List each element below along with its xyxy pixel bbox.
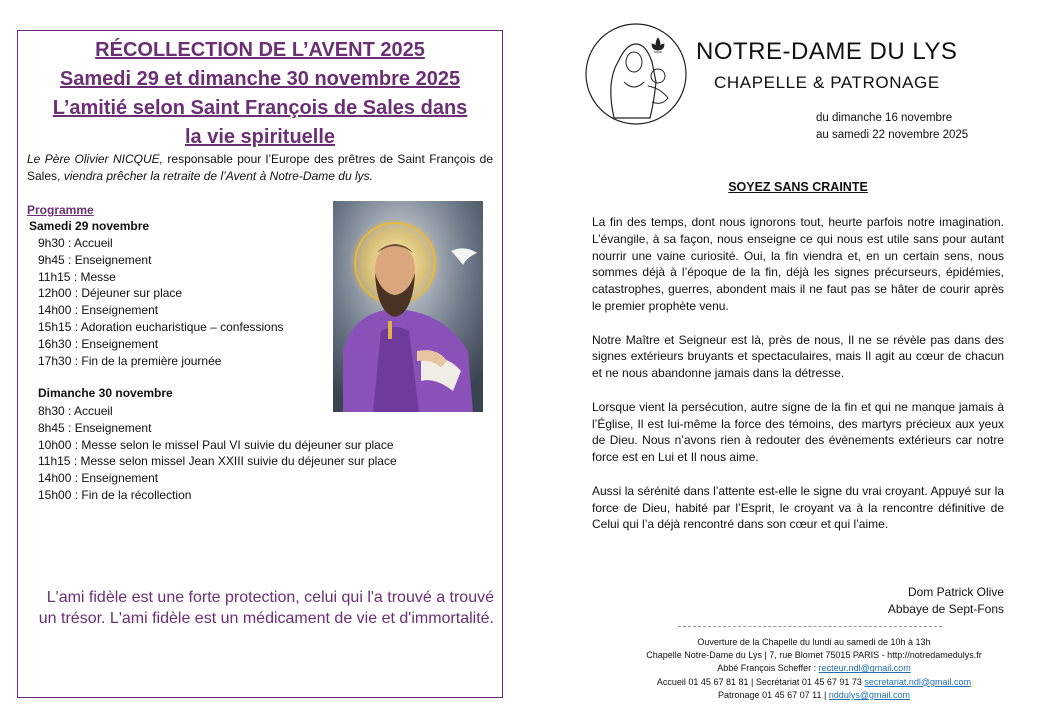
schedule-item: 16h30 : Enseignement (38, 336, 159, 351)
abbe-label: Abbé François Scheffer : (717, 663, 819, 674)
sermon-paragraph: Notre Maître et Seigneur est là, près de nous, Il ne se révèle pas dans des signes extérieurs bruyants et spectaculaires, mais Il agit au cœur de chacun et ne nous abandonne jamais dans la détresse. (592, 332, 1004, 381)
schedule-item: 17h30 : Fin de la première journée (38, 353, 222, 368)
opening-hours: Ouverture de la Chapelle du lundi au samedi de 10h à 13h (697, 637, 931, 647)
date-start: du dimanche 16 novembre (816, 112, 953, 124)
schedule-item: 14h00 : Enseignement (38, 303, 159, 318)
programme-heading: Programme (27, 203, 94, 217)
day1-schedule (38, 235, 284, 369)
schedule-item: 15h15 : Adoration eucharistique – confessions (38, 319, 284, 334)
preacher-name: Le Père Olivier NICQUE, (27, 152, 163, 166)
signature (792, 584, 1004, 618)
abbe-email-link[interactable]: recteur.ndl@gmail.com (818, 663, 911, 674)
schedule-item: 9h45 : Enseignement (38, 252, 152, 267)
accueil-contact (590, 676, 1038, 689)
schedule-item: 12h00 : Déjeuner sur place (38, 286, 183, 301)
retreat-theme-line1: L’amitié selon Saint François de Sales dans (52, 97, 468, 119)
sermon-title: SOYEZ SANS CRAINTE (728, 180, 868, 194)
accueil-label: Accueil 01 45 67 81 81 | Secrétariat 01 45 67 91 73 (656, 676, 865, 687)
retreat-panel (17, 30, 503, 698)
secretariat-email-link[interactable]: secretariat.ndl@gmail.com (864, 676, 972, 687)
patronage-label: Patronage 01 45 67 07 11 | (718, 689, 829, 700)
sermon-paragraph: Lorsque vient la persécution, autre signe de la fin et qui ne manque jamais à l’Église, Il est lui-même la force des témoins, des martyrs précieux aux yeux de Dieu. Nous n’avons rien à redouter des évènements extérieurs car notre force est en Lui et Il nous aime. (592, 399, 1004, 465)
author-abbey: Abbaye de Sept-Fons (887, 602, 1004, 616)
date-end: au samedi 22 novembre 2025 (816, 129, 969, 141)
friendship-quote: L'ami fidèle est une forte protection, celui qui l'a trouvé a trouvé un trésor. L'ami fidèle est un médicament de vie et d'immortalité. (38, 589, 494, 627)
sermon-body (592, 214, 1004, 550)
day1-heading: Samedi 29 novembre (29, 219, 150, 233)
virgin-and-child-fleur-de-lys-logo (584, 22, 688, 126)
retreat-title: RÉCOLLECTION DE L’AVENT 2025 (95, 39, 425, 61)
abbe-contact (590, 662, 1038, 675)
preacher-role: responsable pour l’Europe des prêtres de Saint François de Sales, (27, 152, 494, 183)
contact-footer (590, 636, 1038, 702)
day2-schedule (38, 403, 397, 504)
patronage-email-link[interactable]: nddulys@gmail.com (828, 689, 910, 700)
retreat-dates: Samedi 29 et dimanche 30 novembre 2025 (59, 68, 461, 90)
saint-portrait-image (333, 201, 483, 412)
footer-divider (678, 626, 942, 627)
chapel-subtitle: CHAPELLE & PATRONAGE (714, 73, 940, 92)
schedule-item: 10h00 : Messe selon le missel Paul VI suivie du déjeuner sur place (38, 437, 394, 452)
sermon-paragraph: Aussi la sérénité dans l’attente est-elle le signe du vrai croyant. Appuyé sur la force de Dieu, habité par l’Esprit, le croyant va à la rencontre définitive de Celui qui l’a déjà rencontré dans son cœur et qui l’aime. (592, 483, 1004, 532)
week-date-range (816, 110, 968, 144)
schedule-item: 14h00 : Enseignement (38, 471, 159, 486)
intro-rest: viendra prêcher la retraite de l’Avent à Notre-Dame du lys. (63, 169, 373, 183)
author-name: Dom Patrick Olive (907, 585, 1004, 599)
chapel-name: NOTRE-DAME DU LYS (696, 38, 958, 65)
sermon-paragraph: La fin des temps, dont nous ignorons tout, heurte parfois notre imagination. L’évangile, à sa façon, nous enseigne ce qui nous est utile sans pour autant nourrir une vaine curiosité. Oui, la fin viendra et, en un certain sens, nous sommes déjà à l’époque de la fin, déjà les signes précurseurs, épidémies, catastrophes, guerres, abondent mais il ne faut pas se hâter de courir après le premier prophète venu. (592, 215, 1004, 313)
retreat-intro (27, 151, 493, 185)
chapel-address: Chapelle Notre-Dame du Lys | 7, rue Blomet 75015 PARIS - http://notredamedulys.fr (646, 650, 982, 661)
schedule-item: 15h00 : Fin de la récollection (38, 487, 192, 502)
schedule-item: 8h45 : Enseignement (38, 420, 152, 435)
retreat-theme-line2: la vie spirituelle (184, 126, 336, 148)
schedule-item: 11h15 : Messe selon missel Jean XXIII suivie du déjeuner sur place (38, 454, 397, 469)
schedule-item: 11h15 : Messe (38, 269, 116, 284)
day2-heading: Dimanche 30 novembre (38, 386, 173, 400)
schedule-item: 8h30 : Accueil (38, 404, 113, 418)
schedule-item: 9h30 : Accueil (38, 236, 113, 250)
patronage-contact (590, 689, 1038, 702)
